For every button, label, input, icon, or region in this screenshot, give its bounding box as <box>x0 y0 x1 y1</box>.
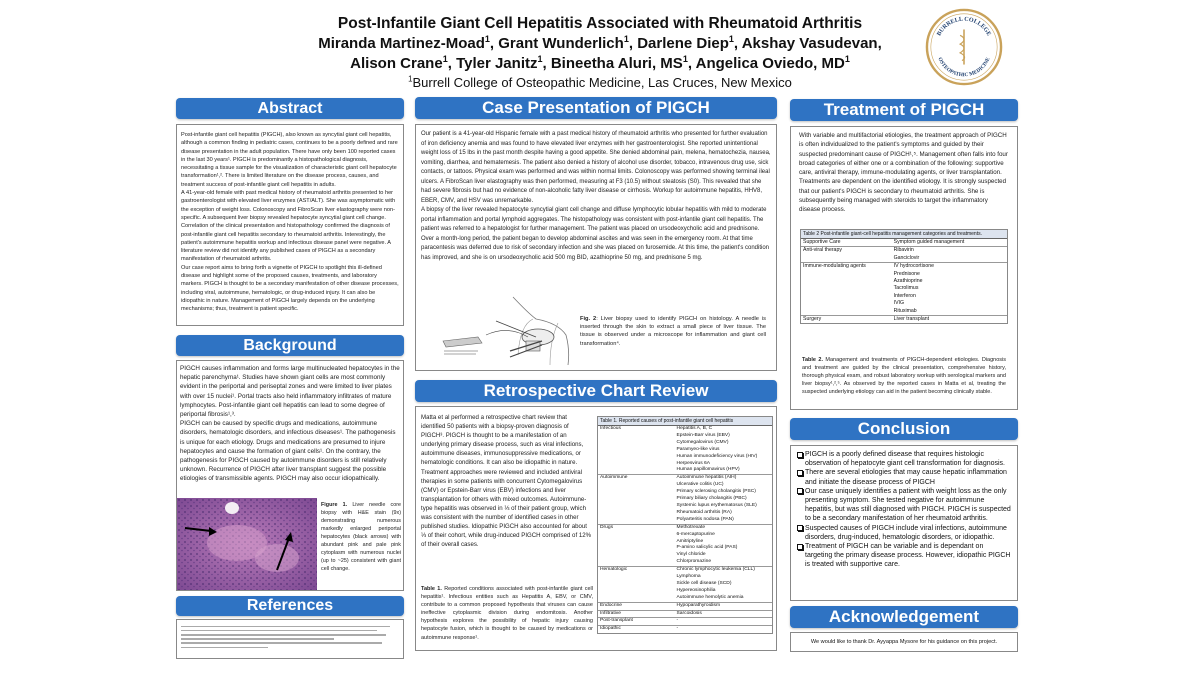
checkbox-bullet-icon <box>797 488 803 494</box>
table-empty-cell <box>598 454 675 461</box>
table-row <box>598 610 772 618</box>
figure-2-caption <box>580 315 766 348</box>
case-presentation-heading: Case Presentation of PIGCH <box>415 97 777 119</box>
table-row <box>598 467 772 474</box>
author-affiliation-sup: 1 <box>623 34 629 44</box>
table-empty-cell <box>598 433 675 440</box>
conclusion-item <box>797 468 1011 486</box>
background-body <box>176 360 404 591</box>
table-row <box>801 278 1007 285</box>
table-category-cell: Idiopathic <box>598 626 675 633</box>
table-row <box>598 517 772 524</box>
table-1-caption <box>421 585 593 642</box>
figure-1-caption <box>321 501 401 573</box>
author-affiliation-sup: 1 <box>682 54 688 64</box>
case-paragraph-2: A biopsy of the liver revealed hepatocyte syncytial giant cell change and diffuse lymphocytic lobular hepatitis with mild to moderate portal inflammation and portal lymphoid aggregates. The histopathology was consistent with post-infantile giant cell hepatitis. The patient was referred to a hepatologist for further management. The patient was placed on ursodeoxycholic acid and prednisone. Over a month-long period, the patient began to develop abdominal ascites and was seen in the emergency room. At that time paracentesis was deferred due to risk of secondary infection and she was placed on furosemide. At this time, the patient's condition has improved, and she is on ursodeoxycholic acid 500 mg BID, azathioprine 50 mg, and prednisone 5 mg. <box>421 207 770 261</box>
table-empty-cell <box>801 308 892 316</box>
table-row <box>801 316 1007 324</box>
author-name: Miranda Martinez-Moad <box>318 35 485 52</box>
table-item-cell: Systemic lupus erythematosus (SLE) <box>676 502 757 508</box>
table-item-cell: Primary sclerosing cholangitis (PSC) <box>676 489 756 495</box>
figure-2-caption-text: : Liver biopsy used to identify PIGCH on histology. A needle is inserted through the skin to extract a small piece of liver tissue. The tissue is observed under a microscope for inflammation and giant cell transformation⁴. <box>580 316 766 347</box>
table-empty-cell <box>598 510 675 517</box>
table-empty-cell <box>801 278 892 285</box>
affiliation-text: Burrell College of Osteopathic Medicine, Las Cruces, New Mexico <box>412 75 792 90</box>
table-row <box>598 602 772 610</box>
table-item-cell: Primary biliary cholangitis (PBC) <box>676 496 747 502</box>
table-item-cell: Chronic lymphocytic leukemia (CLL) <box>675 567 772 574</box>
affiliation <box>170 74 1030 92</box>
table-row <box>801 300 1007 307</box>
treatment-body <box>790 126 1018 410</box>
abstract-body <box>176 124 404 326</box>
table-row <box>598 503 772 510</box>
abstract-paragraph-2: A 41-year-old female with past medical history of rheumatoid arthritis presented to her gastroenterologist with elevated liver enzymes (AST/ALT). She was asymptomatic with the exception of weight loss. Colonoscopy and FibroScan liver elastography were non-specific. A subsequent liver biopsy revealed hepatocyte syncytial giant cell change. Correlation of the clinical presentation and histopathology confirmed the diagnosis of post-infantile giant cell hepatitis secondary to rheumatoid arthritis. Interestingly, the patient's autoimmune hepatitis workup and infectious disease panel were negative. A literature review did not identify any published cases of PIGCH as a secondary manifestation of rheumatoid arthritis. <box>181 190 396 263</box>
table-row <box>598 559 772 566</box>
retrospective-review-heading: Retrospective Chart Review <box>415 380 777 402</box>
table-item-cell: Methotrexate <box>675 524 772 531</box>
conclusion-item <box>797 524 1011 542</box>
table-category-cell: Autoimmune <box>598 475 675 482</box>
table-1-caption-text: Reported conditions associated with post-infantile giant cell hepatitis¹. Infectious entities such as Hepatitis A, EBV, or CMV, contribute to a common proposed hypothesis that viruses can cause ineffective cytoplasmic division during endomitosis. Another hypothesis explores the possibility of hepatic injury causing hepatocyte fusion, which is thought to be caused by medications or autoimmune response¹. <box>421 586 593 641</box>
table-item-cell: - <box>675 626 772 633</box>
table-category-cell: Supportive Care <box>803 239 841 245</box>
table-row <box>598 532 772 539</box>
author-name: Alison Crane <box>350 55 443 72</box>
table-2-label: Table 2. <box>802 357 823 363</box>
author-name: Bineetha Aluri, MS <box>550 55 683 72</box>
table-item-cell: Ganciclovir <box>893 254 920 261</box>
abstract-paragraph-3: Our case report aims to bring forth a vignette of PIGCH to spotlight this ill-defined disease and highlight some of the proposed causes, treatments, and laboratory markers. PIGCH is thought to be a secondary manifestation of other disease processes, including viral, autoimmune, hematologic, or drug-induced injury. It can also be idiopathic in nature. Management of PIGCH largely depends on the underlying mechanisms; thus, treatment is patient specific. <box>181 264 399 313</box>
checkbox-bullet-icon <box>797 544 803 550</box>
conclusion-item <box>797 487 1011 524</box>
table-empty-cell <box>598 489 675 496</box>
conclusion-item <box>797 542 1011 570</box>
table-item-cell: Azathioprine <box>893 278 923 285</box>
table-1-title: Table 1. Reported causes of post-infantile giant cell hepatitis <box>598 417 772 426</box>
table-item-cell: Vinyl chloride <box>676 552 706 558</box>
acknowledgement-text: We would like to thank Dr. Ayyappa Mysore for his guidance on this project. <box>810 639 998 645</box>
reference-item <box>181 647 268 649</box>
author-name: Akshay Vasudevan <box>741 35 878 52</box>
table-empty-cell <box>598 559 675 566</box>
college-seal-logo <box>925 8 1003 86</box>
table-item-cell: Tacrolimus <box>893 285 919 292</box>
table-item-cell: Autoimmune hemolytic anemia <box>676 594 744 600</box>
checkbox-bullet-icon <box>797 452 803 458</box>
background-heading: Background <box>176 335 404 356</box>
author-name: Grant Wunderlich <box>498 35 624 52</box>
table-row <box>598 567 772 574</box>
table-empty-cell <box>598 574 675 581</box>
table-category-cell: Infectious <box>600 426 621 431</box>
treatment-heading: Treatment of PIGCH <box>790 99 1018 121</box>
table-category-cell: Endocrine <box>598 602 675 610</box>
figure-2-liver-biopsy-illustration <box>438 295 588 365</box>
table-empty-cell <box>598 440 675 447</box>
table-row <box>801 247 1007 255</box>
table-row <box>801 308 1007 316</box>
table-1-grid <box>598 426 772 633</box>
table-item-cell: Rituximab <box>893 307 917 314</box>
abstract-heading: Abstract <box>176 98 404 119</box>
table-empty-cell <box>598 467 675 474</box>
author-affiliation-sup: 1 <box>442 54 448 64</box>
figure-1-caption-text: Liver needle core biopsy with H&E stain (9x) demonstrating numerous markedly enlarged periportal hepatocytes (black arrows) with abundant pink and pale pink cytoplasm with numerous nuclei (up to ~25) consistent with giant cell change. <box>321 502 402 572</box>
table-row <box>801 271 1007 278</box>
conclusion-item-text: Suspected causes of PIGCH include viral infections, autoimmune disorders, drug-induced, hematologic disorders, or idiopathic. <box>805 524 1007 541</box>
table-row <box>801 255 1007 263</box>
table-item-cell: P-amino salicylic acid (PAS) <box>676 545 738 551</box>
table-item-cell: Human immunodeficiency virus (HIV) <box>676 453 758 459</box>
table-item-cell: Hepatitis A, B, C <box>676 426 713 431</box>
table-item-cell: 6-mercaptopurine <box>676 531 715 537</box>
table-item-cell: Sarcoidosis <box>675 610 772 618</box>
checkbox-bullet-icon <box>797 525 803 531</box>
table-item-cell: Sickle cell disease (SCD) <box>676 580 732 586</box>
table-item-cell: Ulcerative colitis (UC) <box>676 482 724 488</box>
table-item-cell: Prednisone <box>893 270 920 277</box>
table-item-cell: Human papillomavirus (HPV) <box>676 467 740 473</box>
table-2-title: Table 2 Post-infantile giant-cell hepatitis management categories and treatments. <box>801 230 1007 239</box>
table-empty-cell <box>598 482 675 489</box>
table-category-cell: Immune-modulating agents <box>801 263 892 271</box>
table-2-caption-text: Management and treatments of PIGCH-dependent etiologies. Diagnosis and treatment are guided by the clinical presentation, comprehensive history, thorough physical exam, and robust laboratory workup with serological markers and liver biopsy¹,²,⁵. As observed by the reported cases in Matta et al, treating the suspected underlying etiology can aid in the patient becoming clinically stable. <box>802 357 1007 396</box>
table-item-cell: Hypereosinophilia <box>676 587 716 593</box>
table-item-cell: - <box>675 618 772 626</box>
table-1 <box>597 416 773 634</box>
table-category-cell: Drugs <box>598 524 675 531</box>
table-empty-cell <box>598 496 675 503</box>
table-row <box>801 285 1007 292</box>
checkbox-bullet-icon <box>797 470 803 476</box>
authors-line-1: Miranda Martinez-Moad$^1$, Grant Wunderlich$^1$, Darlene Diep$^1$, Akshay Vasudevan, <box>318 34 882 52</box>
table-row <box>598 426 772 433</box>
acknowledgement-body <box>790 632 1018 652</box>
table-row <box>598 524 772 531</box>
logo-bottom-text: OSTEOPATHIC MEDICINE <box>936 56 992 79</box>
table-empty-cell <box>598 532 675 539</box>
table-category-cell: Surgery <box>801 316 892 324</box>
case-paragraph-1: Our patient is a 41-year-old Hispanic female with a past medical history of rheumatoid arthritis who presented for further evaluation of iron deficiency anemia and was found to have elevated liver enzymes with her gastroenterologist. She reported unintentional weight loss of 15 lbs in the past month despite having a good appetite. She denied abdominal pain, melena, hematochezia, nausea, vomiting, diarrhea, and hematemesis. The patient also denied a history of alcohol use disorder, tobacco, intravenous drug use, sick contacts, or tattoos. Physical exam was performed and was within normal limits. Colonoscopy was performed showing terminal ileal ulcers. A FibroScan liver elastography was then performed, measuring at F3 (10.5) without steatosis (S0). This revealed that she had severe fibrosis but had no evidence of non-alcoholic fatty liver disease or cirrhosis. Workup for autoimmune hepatitis, HHV8, EBER, CMV, and HSV was unremarkable. <box>421 131 771 204</box>
table-empty-cell <box>598 503 675 510</box>
poster-title: Post-Infantile Giant Cell Hepatitis Associated with Rheumatoid Arthritis <box>337 15 863 32</box>
table-row <box>598 574 772 581</box>
table-empty-cell <box>801 255 892 263</box>
table-item-cell: Cytomegalovirus (CMV) <box>676 439 729 445</box>
table-empty-cell <box>598 552 675 559</box>
reference-item <box>181 634 386 636</box>
table-row <box>598 618 772 626</box>
table-empty-cell <box>598 595 675 602</box>
table-row <box>598 581 772 588</box>
author-name: Tyler Janitz <box>456 55 538 72</box>
poster-header <box>170 14 1030 92</box>
conclusion-body <box>790 445 1018 601</box>
table-category-cell: Infiltrative <box>598 610 675 618</box>
figure-2-label: Fig. 2 <box>580 316 597 322</box>
table-empty-cell <box>598 461 675 468</box>
table-item-cell: IVIG <box>893 300 905 307</box>
table-item-cell: Amitriptyline <box>676 538 704 544</box>
author-affiliation-sup: 1 <box>484 34 490 44</box>
table-item-cell: Hypoparathyroidism <box>675 602 772 610</box>
retro-paragraph: Matta et al performed a retrospective chart review that identified 50 patients with a biopsy-proven diagnosis of PIGCH³. PIGCH is thought to be a manifestation of an underlying primary disease process, such as viral infections, autoimmune diseases, immunosuppressive medications, or hematologic conditions. It can also be idiopathic in nature. Treatment approaches were reviewed and included antiviral therapies in some patients with concurrent Cytomegalovirus (CMV) or Epstein-Barr virus (EBV) infections and liver transplantation for others with mixed outcomes. Autoimmune-type hepatitis was observed in ⅓ of their patient group, which was consistent with the number of identified cases in other published studies. Idiopathic PIGCH also accounted for about ⅓ of their cohort, while drug-induced PIGCH comprised of 12% of their overall cases. <box>421 414 592 549</box>
table-item-cell: Lymphoma <box>676 574 701 580</box>
abstract-paragraph-1: Post-infantile giant cell hepatitis (PIGCH), also known as syncytial giant cell hepatitis, although a common finding in pediatric cases, continues to be a poorly defined and rare disease presentation in the adult population. There have only been 100 reported cases in the last 30 years¹. PIGCH is predominantly a histopathological diagnosis, necessitating a tissue sample for the visualization of characteristic giant cell hepatocyte transformation¹,². There is limited literature on the disease process, causes, and treatment success of post-infantile giant cell hepatitis in adults. <box>181 132 398 188</box>
table-empty-cell <box>598 517 675 524</box>
logo-top-text: BURRELL COLLEGE <box>936 16 992 38</box>
table-item-cell: Herpesvirus 6A <box>676 460 710 466</box>
figure-1-histology-image <box>177 498 317 590</box>
table-category-cell: Hematologic <box>598 567 675 574</box>
table-row <box>598 496 772 503</box>
reference-item <box>181 630 377 632</box>
background-paragraph-2: PIGCH can be caused by specific drugs and medications, autoimmune disorders, hematologic disorders, and infectious diseases¹. The pathogenesis is unique for each etiology. Drugs and medications are presumed to injure hepatocytes and cause the formation of giant cells¹. On the contrary, the pathogenesis for PIGCH caused by autoimmune disorders is still relatively unknown. Recurrence of PIGCH after liver transplant suggest the possible etiologies of transmissible agents. PIGCH may also occur idiopathically. <box>180 420 396 483</box>
table-category-cell: Anti-viral therapy <box>801 247 892 255</box>
case-presentation-body <box>415 124 777 371</box>
table-row <box>598 447 772 454</box>
conclusion-item-text: There are several etiologies that may cause hepatic inflammation and initiate the disease process of PIGCH <box>805 469 1007 486</box>
conclusion-item-text: PIGCH is a poorly defined disease that requires histologic observation of hepatocyte giant cell transformation for diagnosis. <box>805 451 1006 468</box>
table-item-cell: Polyarteritis nodosa (PAN) <box>676 516 734 522</box>
table-item-cell: Epstein-Barr virus (EBV) <box>676 432 730 438</box>
table-item-cell: Ribavirin <box>892 247 1007 255</box>
table-item-cell: Chlorpromazine <box>676 559 712 565</box>
table-2 <box>800 229 1008 324</box>
table-item-cell: Rheumatoid arthritis (RA) <box>676 509 732 515</box>
table-row <box>598 588 772 595</box>
table-row <box>598 626 772 633</box>
table-row <box>598 454 772 461</box>
table-row <box>598 595 772 602</box>
author-name: Angelica Oviedo, MD <box>695 55 845 72</box>
references-body <box>176 619 404 659</box>
background-paragraph-1: PIGCH causes inflammation and forms large multinucleated hepatocytes in the hepatic parenchyma¹. Studies have shown giant cells are most commonly evident in the periportal and periseptal zones and were limited to liver plates with over 15 nuclei¹. Portal tracts also held inflammatory infiltrates of mature lymphocytes. Post-infantile giant cell hepatitis can lead to some degree of periportal fibrosis¹,³. <box>180 365 400 419</box>
table-item-cell: Paramyeo-like virus <box>676 446 720 452</box>
table-1-label: Table 1. <box>421 586 442 592</box>
table-item-cell: IV hydrocortisone <box>892 263 1007 271</box>
table-empty-cell <box>598 539 675 546</box>
reference-item <box>181 638 334 640</box>
conclusion-item <box>797 450 1011 468</box>
author-name: Darlene Diep <box>637 35 729 52</box>
table-empty-cell <box>598 581 675 588</box>
affiliation-sup: 1 <box>408 74 413 84</box>
table-item-cell: Symptom guided management <box>893 239 965 245</box>
table-2-grid <box>801 239 1007 323</box>
table-item-cell: Interferon <box>893 292 916 299</box>
author-affiliation-sup: 1 <box>728 34 734 44</box>
references-heading: References <box>176 596 404 616</box>
retrospective-review-body <box>415 406 777 651</box>
author-affiliation-sup: 1 <box>844 54 850 64</box>
acknowledgement-heading: Acknowledgement <box>790 606 1018 628</box>
conclusion-item-text: Our case uniquely identifies a patient with weight loss as the only presenting symptom. She tested negative for autoimmune hepatitis, but was still diagnosed with PIGCH. PIGCH is suspected to be a secondary manifestation of her rheumatoid arthritis. <box>805 487 1011 523</box>
table-empty-cell <box>598 545 675 552</box>
treatment-paragraph: With variable and multifactorial etiologies, the treatment approach of PIGCH is often individualized to the patient's symptoms and guided by their suspected predominant cause of PIGCH¹,⁵. Management often falls into four broad categories of either one or a combination of the following: supportive care, antiviral therapy, immune-modulating agents, or liver transplantation. Treatments are dependent on the identified etiology. It is strongly suspected that our patient's PIGCH is secondary to rheumatoid arthritis. She is subsequently being managed with steroids to target the inflammatory disease process. <box>799 132 1008 214</box>
table-row <box>801 263 1007 271</box>
table-item-cell: Autoimmune hepatitis (AIH) <box>675 475 772 482</box>
authors-line-2: Alison Crane$^1$, Tyler Janitz$^1$, Bineetha Aluri, $MS^1$, Angelica Oviedo, $MD^1$ <box>350 54 850 72</box>
conclusion-heading: Conclusion <box>790 418 1018 440</box>
author-affiliation-sup: 1 <box>537 54 543 64</box>
reference-item <box>181 626 390 628</box>
table-empty-cell <box>598 447 675 454</box>
table-row <box>801 293 1007 300</box>
table-row <box>598 510 772 517</box>
table-empty-cell <box>801 300 892 307</box>
table-empty-cell <box>801 293 892 300</box>
table-category-cell: Post-transplant <box>598 618 675 626</box>
table-empty-cell <box>801 285 892 292</box>
table-empty-cell <box>598 588 675 595</box>
table-item-cell: Liver transplant <box>892 316 1007 324</box>
table-row <box>598 433 772 440</box>
table-row <box>801 239 1007 247</box>
conclusion-item-text: Treatment of PIGCH can be variable and is dependant on targeting the primary disease process. However, idiopathic PIGCH is treated with supportive care. <box>805 543 1011 569</box>
figure-1-label: Figure 1. <box>321 502 348 508</box>
table-2-caption <box>802 356 1006 396</box>
table-row <box>598 440 772 447</box>
reference-item <box>181 642 382 644</box>
table-empty-cell <box>801 271 892 278</box>
